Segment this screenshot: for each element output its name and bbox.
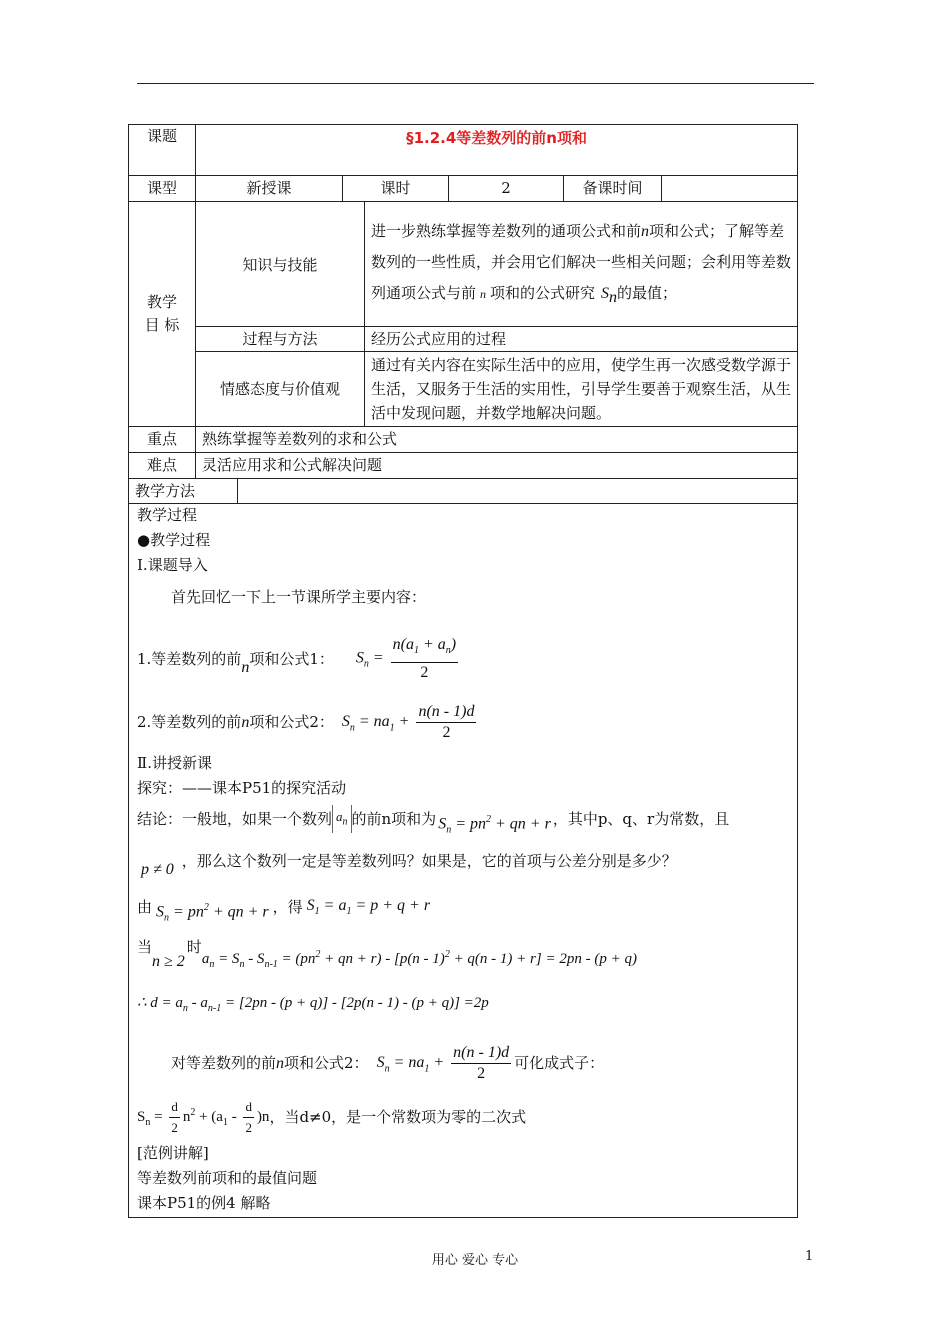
process-label: 过程与方法 [196,327,365,352]
difficult-label: 难点 [129,453,196,479]
knowledge-label: 知识与技能 [196,202,365,327]
body-line: Ⅱ.讲授新课 [137,754,212,772]
type-value: 新授课 [196,176,343,202]
derive-line-3: ∴ $d = a_n - a_{n-1} = [2pn - (p + q)] - [2p(n - 1) - (p + q)] =2p$ [137,995,489,1014]
key-label: 重点 [129,427,196,453]
emotion-text: 通过有关内容在实际生活中的应用，使学生再一次感受数学源于生活，又服务于生活的实用性，引导学生要善于观察生活，从生活中发现问题，并数学地解决问题。 [365,352,798,427]
body-line: 首先回忆一下上一节课所学主要内容： [171,588,427,606]
formula-1-line: 1.等差数列的前 n 项和公式1： $S_n$ = $\frac{n(a_1 + a_n)}{2}$ [137,626,789,692]
process-text: 经历公式应用的过程 [365,327,798,352]
formula-2: $S_n = na_1$ + $\frac{n(n - 1)d}{2}$ [341,702,475,741]
key-text: 熟练掌握等差数列的求和公式 [196,427,798,453]
prep-value [662,176,798,202]
formula-1: $S_n$ = $\frac{n(a_1 + a_n)}{2}$ [355,636,457,681]
hours-value: 2 [449,176,564,202]
hours-label: 课时 [343,176,449,202]
teaching-process-body [129,504,798,1218]
body-line: 探究：——课本P51的探究活动 [137,779,347,797]
derive-line-2: 当 n ≥ 2 时 $a_n = S_n - S_{n-1} = (pn^2$ + qn + r) - [p(n - 1)$^2$ + q(n - 1) + r] = 2pn - (p + q) [137,937,637,970]
lesson-plan-table [128,124,798,1218]
type-label: 课型 [129,176,196,202]
page-number: 1 [805,1249,814,1264]
difficult-text: 灵活应用求和公式解决问题 [196,453,798,479]
formula-2-line: 2.等差数列的前 n 项和公式2： $S_n = na_1$ + $\frac{n(n - 1)d}{2}$ [137,692,789,752]
body-line: 课本P51的例4 解略 [137,1194,271,1212]
body-line: Ⅰ.课题导入 [137,556,208,574]
method-label: 教学方法 [129,479,238,504]
body-line: [范例讲解] [137,1144,209,1162]
method-text [238,479,798,504]
derive-line-1: 由 $S_n = pn^2$ + qn + r ，得 $S_1 = a_1 = p + q + r$ [137,897,431,924]
goals-label: 教学 目 标 [129,202,196,427]
body-line: ●教学过程 [137,531,211,549]
prep-label: 备课时间 [564,176,662,202]
body-line: 等差数列前项和的最值问题 [137,1169,318,1187]
emotion-label: 情感态度与价值观 [196,352,365,427]
body-line: 教学过程 [137,506,198,524]
question-line: p ≠ 0 ，那么这个数列一定是等差数列吗？如果是，它的首项与公差分别是多少？ [141,851,677,878]
header-rule [137,83,814,84]
lesson-title: §1.2.4等差数列的前n项和 [196,125,798,176]
footer-slogan: 用心 爱心 专心 [431,1253,519,1268]
knowledge-text: 进一步熟练掌握等差数列的通项公式和前n项和公式；了解等差数列的一些性质，并会用它们解决一些相关问题；会利用等差数列通项公式与前 n 项和的公式研究 $S_n$的最值； [365,202,798,327]
quadratic-line: $S_n$ = $\frac{d}{2}$ $n^2 + (a_1$ - $\frac{d}{2}$ )n ，当d≠0，是一个常数项为零的二次式 [137,1098,527,1135]
conclusion-line: 结论：一般地，如果一个数列 $a_n$ 的前n项和为 $S_n = pn^2$ + qn + r ，其中p、q、r为常数，且 [137,802,789,836]
rewrite-line: 对等差数列的前 n 项和公式2： $S_n = na_1$ + $\frac{n(n - 1)d}{2}$ 可化成式子： [171,1043,605,1082]
topic-label-cell: 课题 [129,125,196,176]
